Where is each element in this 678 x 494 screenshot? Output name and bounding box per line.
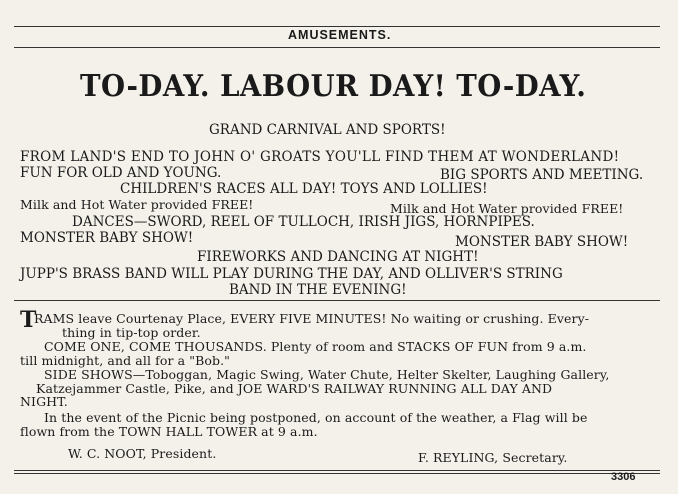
section-header: AMUSEMENTS. xyxy=(288,28,392,42)
headline: TO-DAY. LABOUR DAY! TO-DAY. xyxy=(80,69,587,104)
trams-line-2: thing in tip-top order. xyxy=(62,325,201,340)
middle-rule xyxy=(14,300,660,301)
ad-line-fun: FUN FOR OLD AND YOUNG. xyxy=(20,165,222,181)
top-rule xyxy=(14,26,660,27)
ad-line-string-band: BAND IN THE EVENING! xyxy=(229,282,407,298)
ad-line-fireworks: FIREWORKS AND DANCING AT NIGHT! xyxy=(197,249,479,265)
ad-line-baby-show-left: MONSTER BABY SHOW! xyxy=(20,230,194,246)
trams-drop-cap: T xyxy=(20,307,37,333)
ad-line-dances: DANCES—SWORD, REEL OF TULLOCH, IRISH JIGS, HORNPIPES. xyxy=(72,214,535,230)
ad-line-baby-show-right: MONSTER BABY SHOW! xyxy=(455,234,629,250)
header-rule xyxy=(14,47,660,48)
ad-line-sports: BIG SPORTS AND MEETING. xyxy=(440,167,644,183)
ad-line-milk-left: Milk and Hot Water provided FREE! xyxy=(20,197,254,212)
reference-number: 3306 xyxy=(611,471,636,483)
president-signature: W. C. NOOT, President. xyxy=(68,446,217,461)
come-line-1: COME ONE, COME THOUSANDS. Plenty of room and STACKS OF FUN from 9 a.m. xyxy=(44,339,587,354)
bottom-rule xyxy=(14,470,660,474)
ad-line-milk-right: Milk and Hot Water provided FREE! xyxy=(390,201,624,216)
trams-line-1: RAMS leave Courtenay Place, EVERY FIVE MINUTES! No waiting or crushing. Every- xyxy=(34,311,590,326)
event-line-2: flown from the TOWN HALL TOWER at 9 a.m. xyxy=(20,424,318,439)
side-shows-line-1: SIDE SHOWS—Toboggan, Magic Swing, Water Chute, Helter Skelter, Laughing Gallery, xyxy=(44,367,610,382)
come-line-2: till midnight, and all for a "Bob." xyxy=(20,353,231,368)
ad-line-wonderland: FROM LAND'S END TO JOHN O' GROATS YOU'LL FIND THEM AT WONDERLAND! xyxy=(20,149,620,165)
secretary-signature: F. REYLING, Secretary. xyxy=(418,450,568,465)
event-line-1: In the event of the Picnic being postponed, on account of the weather, a Flag will be xyxy=(44,410,588,425)
ad-line-childrens-races: CHILDREN'S RACES ALL DAY! TOYS AND LOLLIES! xyxy=(120,181,488,197)
side-shows-line-3: NIGHT. xyxy=(20,394,68,409)
side-shows-line-2: Katzejammer Castle, Pike, and JOE WARD'S RAILWAY RUNNING ALL DAY AND xyxy=(36,381,553,396)
ad-line-brass-band: JUPP'S BRASS BAND WILL PLAY DURING THE DAY, AND OLLIVER'S STRING xyxy=(20,266,563,282)
carnival-subtitle: GRAND CARNIVAL AND SPORTS! xyxy=(209,122,446,138)
